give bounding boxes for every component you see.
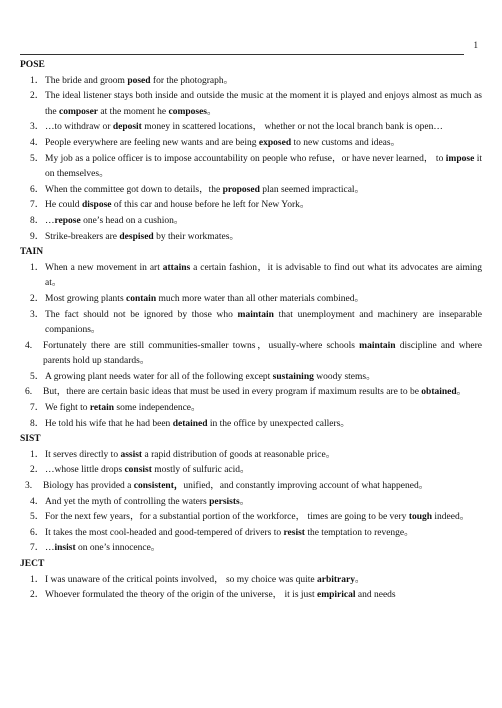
- item-number: 8．: [30, 215, 45, 226]
- item-number: 3．: [30, 122, 45, 133]
- item-number: 4．: [30, 137, 45, 148]
- example-sentence: [20, 401, 482, 417]
- item-number: 5．: [30, 371, 45, 382]
- item-number: 3．: [30, 309, 45, 320]
- keyword: impose: [445, 153, 475, 164]
- keyword: persists: [209, 496, 240, 507]
- sentence-text: The fact should not be ignored by those who: [45, 309, 238, 320]
- sentence-text: indeed。: [432, 512, 470, 523]
- item-number: 5．: [30, 512, 45, 523]
- section-heading: SIST: [20, 434, 41, 445]
- keyword: maintain: [359, 340, 396, 351]
- keyword: contain: [126, 293, 157, 304]
- keyword: assist: [120, 449, 143, 460]
- example-sentence: [20, 495, 482, 511]
- sentence-text: unified，and constantly improving account of what happened。: [183, 481, 429, 492]
- sentence-text: My job as a police officer is to impose accountability on people who refuse，or have never learned， to: [45, 153, 446, 164]
- example-sentence: [20, 198, 482, 214]
- example-sentence: [20, 370, 482, 386]
- sentence-text: Most growing plants: [45, 293, 127, 304]
- sentence-text: in the office by unexpected callers。: [207, 418, 350, 429]
- item-number: 6.: [25, 387, 33, 398]
- example-sentence: [20, 588, 482, 604]
- example-sentence: [20, 214, 482, 230]
- example-sentence: [20, 183, 482, 199]
- sentence-text: We fight to: [45, 403, 90, 414]
- sentence-text: 。: [207, 106, 217, 117]
- item-number: 5．: [30, 153, 45, 164]
- sentence-text: by their workmates。: [153, 231, 239, 242]
- keyword: retain: [89, 403, 114, 414]
- keyword: tough: [408, 512, 433, 523]
- sentence-text: 。: [355, 574, 365, 585]
- sentence-text: it on themselves。: [45, 153, 483, 180]
- keyword: attains: [162, 262, 191, 273]
- sentence-text: When the committee got down to details，the: [45, 184, 223, 195]
- sentence-text: …to withdraw or: [45, 122, 113, 133]
- item-number: 1．: [30, 574, 45, 585]
- keyword: posed: [127, 75, 151, 86]
- keyword: arbitrary: [317, 574, 355, 585]
- sentence-text: Strike-breakers are: [45, 231, 120, 242]
- keyword: proposed: [222, 184, 260, 195]
- sentence-text: …: [45, 543, 55, 554]
- section-heading: JECT: [20, 559, 45, 569]
- sentence-text: It serves directly to: [45, 449, 121, 460]
- document-body: [20, 58, 482, 604]
- item-number: 1．: [30, 262, 45, 273]
- sentence-text: 。: [456, 387, 467, 398]
- example-sentence: [20, 573, 482, 589]
- sentence-text: When a new movement in art: [45, 262, 163, 273]
- sentence-text: discipline and where parents hold up standards。: [43, 340, 482, 367]
- example-sentence: [20, 152, 482, 183]
- sentence-text: mostly of sulfuric acid。: [151, 465, 250, 476]
- keyword: exposed: [258, 137, 292, 148]
- sentence-text: some independence。: [114, 403, 201, 414]
- header-rule: [20, 54, 464, 55]
- sentence-text: plan seemed impractical。: [259, 184, 365, 195]
- item-number: 2．: [30, 293, 45, 304]
- item-number: 3.: [25, 481, 33, 492]
- sentence-text: It takes the most cool-headed and good-tempered of drivers to: [45, 527, 284, 538]
- keyword: dispose: [81, 200, 112, 211]
- item-number: 2．: [30, 91, 45, 102]
- sentence-text: Fortunately there are still communities-smaller towns，usually-where schools: [43, 340, 360, 351]
- example-sentence: [20, 89, 482, 120]
- sentence-text: on one’s innocence。: [75, 543, 161, 554]
- sentence-text: money in scattered locations， whether or not the local branch bank is open…: [141, 122, 443, 133]
- sentence-text: at the moment he: [98, 106, 169, 117]
- sentence-text: for the photograph。: [150, 75, 234, 86]
- sentence-text: Biology has provided a: [43, 481, 134, 492]
- keyword: maintain: [237, 309, 274, 320]
- sentence-text: He could: [45, 200, 82, 211]
- example-sentence: [20, 261, 482, 292]
- sentence-text: Whoever formulated the theory of the origin of the universe， it is just: [45, 590, 317, 601]
- sentence-text: The ideal listener stays both inside and outside the music at the moment it is played and enjoys almost as much as the: [45, 91, 482, 117]
- sentence-text: But，there are certain basic ideas that must be used in every program if maximum results are to be: [43, 387, 422, 398]
- example-sentence: [20, 292, 482, 308]
- keyword: deposit: [112, 122, 142, 133]
- sentence-text: For the next few years，for a substantial portion of the workforce， times are going to be very: [45, 512, 409, 523]
- item-number: 6．: [30, 527, 45, 538]
- item-number: 7．: [30, 403, 45, 414]
- sentence-text: And yet the myth of controlling the waters: [45, 496, 210, 507]
- item-number: 2．: [30, 465, 45, 476]
- keyword: insist: [54, 543, 76, 554]
- sentence-text: I was unaware of the critical points involved， so my choice was quite: [45, 574, 317, 585]
- item-number: 1．: [30, 449, 45, 460]
- item-number: 8．: [30, 418, 45, 429]
- keyword: detained: [172, 418, 208, 429]
- sentence-text: a rapid distribution of goods at reasonable price。: [142, 449, 336, 460]
- item-number: 2．: [30, 590, 45, 601]
- section-heading: TAIN: [20, 247, 44, 258]
- sentence-text: woody stems。: [313, 371, 376, 382]
- sentence-text: …whose little drops: [45, 465, 125, 476]
- example-sentence: [20, 510, 482, 526]
- item-number: 7．: [30, 200, 45, 211]
- example-sentence: [20, 463, 482, 479]
- page-number: 1: [473, 40, 478, 50]
- sentence-text: to new customs and ideas。: [291, 137, 401, 148]
- example-sentence: [20, 526, 482, 542]
- sentence-text: that unemployment and machinery are inseparable companions。: [45, 309, 482, 336]
- example-sentence: [20, 541, 482, 557]
- sentence-text: a certain fashion，it is advisable to find out what its advocates are aiming at。: [45, 262, 482, 289]
- item-number: 9．: [30, 231, 45, 242]
- keyword: sustaining: [272, 371, 314, 382]
- section-heading: POSE: [20, 60, 45, 70]
- example-sentence: [20, 417, 482, 433]
- item-number: 4.: [25, 340, 33, 351]
- example-sentence: [20, 308, 482, 339]
- item-number: 4．: [30, 496, 45, 507]
- sentence-text: and needs: [355, 590, 396, 601]
- sentence-text: of this car and house before he left for New York。: [111, 200, 310, 211]
- keyword: resist: [283, 527, 305, 538]
- example-sentence: [20, 339, 482, 370]
- example-sentence: [20, 74, 482, 90]
- sentence-text: …: [45, 215, 55, 226]
- item-number: 7．: [30, 543, 45, 554]
- sentence-text: the temptation to revenge。: [304, 527, 414, 538]
- sentence-text: A growing plant needs water for all of the following except: [45, 371, 273, 382]
- keyword: composes: [168, 106, 208, 117]
- example-sentence: [20, 448, 482, 464]
- example-sentence: [20, 230, 482, 246]
- example-sentence: [20, 479, 482, 495]
- item-number: 1．: [30, 75, 45, 86]
- sentence-text: 。: [239, 496, 250, 507]
- sentence-text: People everywhere are feeling new wants and are being: [45, 137, 259, 148]
- keyword: composer: [58, 106, 99, 117]
- example-sentence: [20, 136, 482, 152]
- sentence-text: The bride and groom: [45, 75, 128, 86]
- example-sentence: [20, 385, 482, 401]
- keyword: consist: [124, 465, 152, 476]
- keyword: repose: [54, 215, 81, 226]
- item-number: 6．: [30, 184, 45, 195]
- sentence-text: much more water than all other materials combined。: [156, 293, 364, 304]
- keyword: empirical: [317, 590, 356, 601]
- sentence-text: He told his wife that he had been: [45, 418, 173, 429]
- sentence-text: one’s head on a cushion。: [80, 215, 184, 226]
- example-sentence: [20, 120, 482, 136]
- keyword: consistent，: [133, 481, 184, 492]
- keyword: despised: [119, 231, 154, 242]
- keyword: obtained: [421, 387, 457, 398]
